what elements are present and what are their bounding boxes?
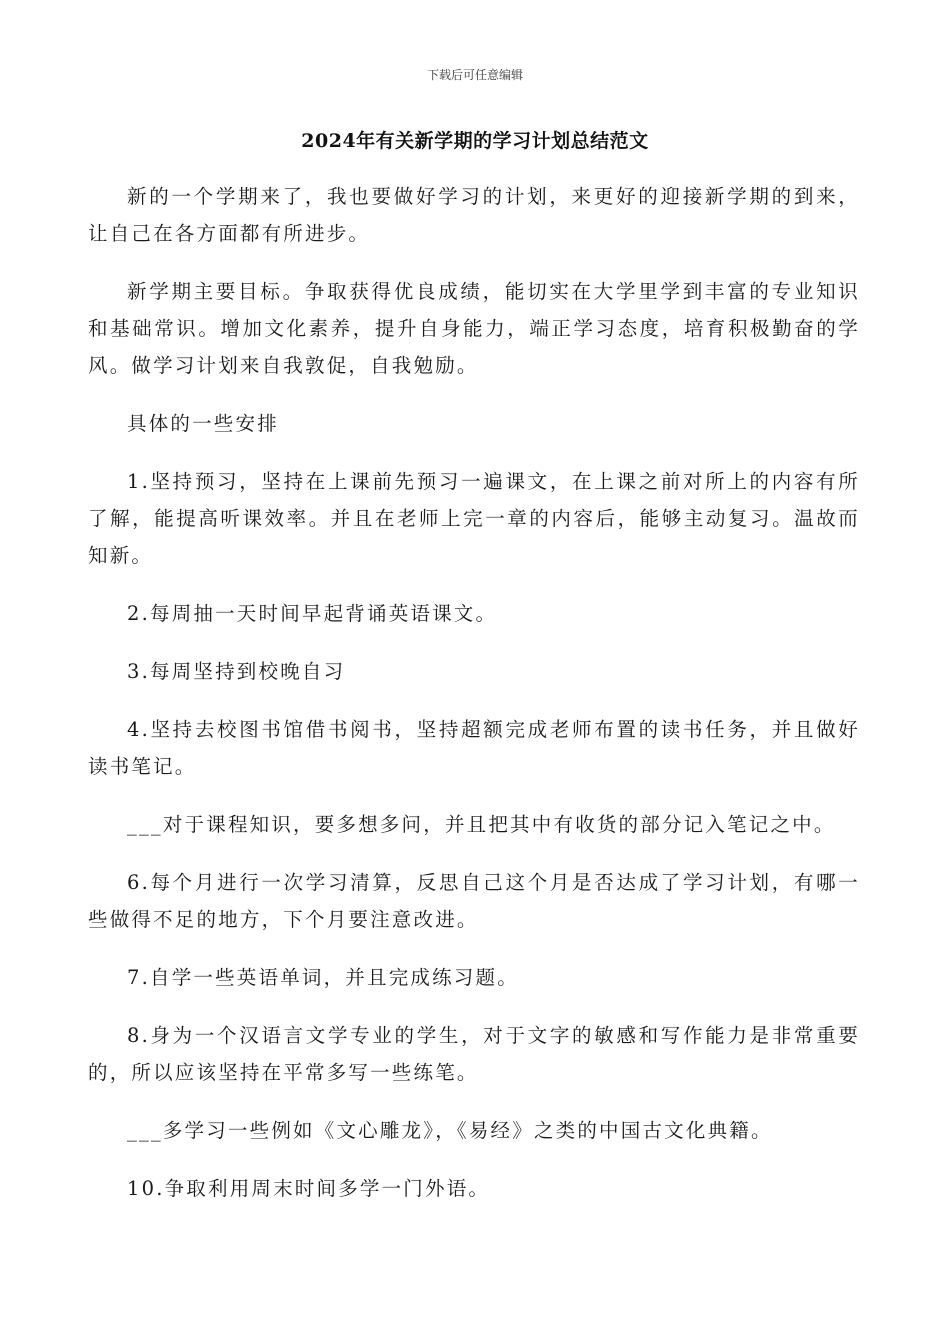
- header-note: 下载后可任意编辑: [426, 68, 523, 82]
- paragraph: 2.每周抽一天时间早起背诵英语课文。: [127, 602, 498, 625]
- paragraph: 7.自学一些英语单词，并且完成练习题。: [127, 966, 519, 989]
- paragraph: 具体的一些安排: [127, 412, 279, 435]
- paragraph: 8.身为一个汉语言文学专业的学生，对于文字的敏感和写作能力是非常重要的，所以应该坚持在平常多写一些练笔。: [88, 1024, 860, 1084]
- paragraph: 6.每个月进行一次学习清算，反思自己这个月是否达成了学习计划，有哪一些做得不足的地方，下个月要注意改进。: [88, 871, 860, 931]
- paragraph: 新学期主要目标。争取获得优良成绩，能切实在大学里学到丰富的专业知识和基础常识。增加文化素养，提升自身能力，端正学习态度，培育积极勤奋的学风。做学习计划来自我敦促，自我勉励。: [88, 280, 860, 377]
- document-title: 2024年有关新学期的学习计划总结范文: [301, 130, 649, 152]
- paragraph: 4.坚持去校图书馆借书阅书，坚持超额完成老师布置的读书任务，并且做好读书笔记。: [88, 718, 860, 778]
- paragraph: ___对于课程知识，要多想多问，并且把其中有收货的部分记入笔记之中。: [127, 813, 836, 836]
- paragraph: 1.坚持预习，坚持在上课前先预习一遍课文，在上课之前对所上的内容有所了解，能提高听课效率。并且在老师上完一章的内容后，能够主动复习。温故而知新。: [88, 470, 860, 567]
- paragraph: ___多学习一些例如《文心雕龙》，《易经》之类的中国古文化典籍。: [127, 1119, 773, 1142]
- paragraph: 3.每周坚持到校晚自习: [127, 660, 346, 683]
- document-body: [88, 178, 860, 1228]
- paragraph: 新的一个学期来了，我也要做好学习的计划，来更好的迎接新学期的到来，让自己在各方面都有所进步。: [88, 185, 860, 245]
- paragraph: 10.争取利用周末时间多学一门外语。: [127, 1177, 491, 1200]
